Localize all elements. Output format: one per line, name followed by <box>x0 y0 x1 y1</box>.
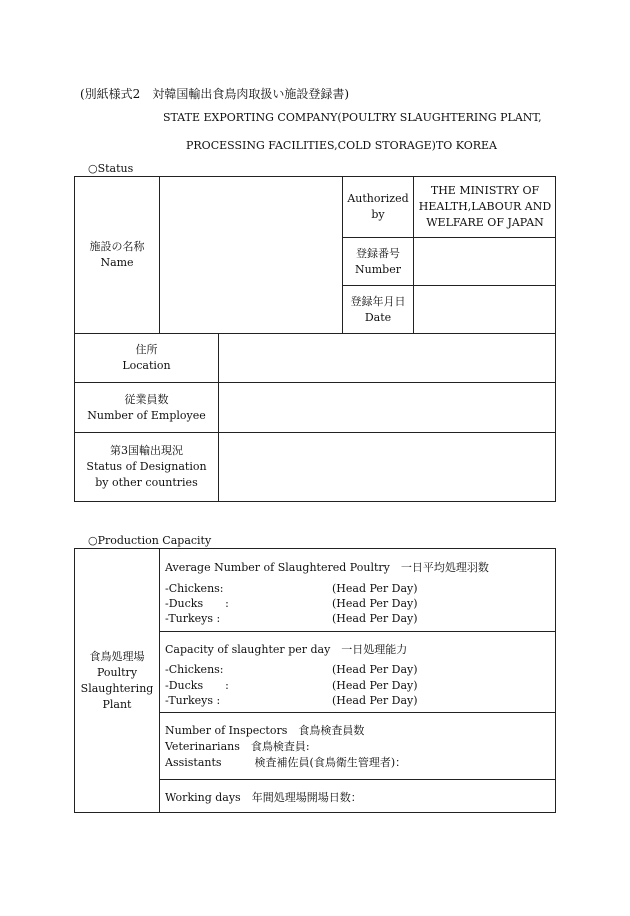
capacity-title: Capacity of slaughter per day 一日処理能力 <box>165 643 408 656</box>
avg-turkeys-label: -Turkeys : <box>165 612 221 625</box>
designation-status-value[interactable] <box>219 433 556 501</box>
inspectors-title: Number of Inspectors 食鳥検査員数 <box>165 724 365 737</box>
cap-turkeys-unit: (Head Per Day) <box>332 694 418 707</box>
registration-number-label: 登録番号 Number <box>355 246 401 276</box>
employee-count-value[interactable] <box>219 383 556 432</box>
assistants-label: Assistants 検査補佐員(食鳥衛生管理者)： <box>165 756 407 769</box>
authorized-by-label: Authorized by <box>347 192 409 221</box>
status-heading: ○Status <box>88 162 134 175</box>
cap-ducks-label: -Ducks : <box>165 679 229 692</box>
cap-chickens-unit: (Head Per Day) <box>332 663 418 676</box>
location-label: 住所 Location <box>122 343 171 372</box>
document-title-line1: STATE EXPORTING COMPANY(POULTRY SLAUGHTERING PLANT, <box>163 111 542 124</box>
veterinarians-label: Veterinarians 食鳥検査員: <box>165 740 310 753</box>
production-heading: ○Production Capacity <box>88 534 212 547</box>
registration-date-label: 登録年月日 Date <box>350 294 406 324</box>
facility-name-value[interactable] <box>160 177 342 333</box>
working-days-label: Working days 年間処理場開場日数： <box>165 791 362 804</box>
document-title-line2: PROCESSING FACILITIES,COLD STORAGE)TO KOREA <box>186 139 497 152</box>
cap-chickens-label: -Chickens: <box>165 663 224 676</box>
poultry-plant-label: 食鳥処理場 Poultry Slaughtering Plant <box>80 649 154 711</box>
avg-chickens-unit: (Head Per Day) <box>332 582 418 595</box>
cap-ducks-unit: (Head Per Day) <box>332 679 418 692</box>
registration-date-value[interactable] <box>414 286 556 333</box>
registration-number-value[interactable] <box>414 238 556 285</box>
average-slaughter-title: Average Number of Slaughtered Poultry 一日平均処理羽数 <box>165 561 489 574</box>
avg-chickens-label: -Chickens: <box>165 582 224 595</box>
avg-ducks-unit: (Head Per Day) <box>332 597 418 610</box>
authorizer-value: THE MINISTRY OF HEALTH,LABOUR AND WELFARE OF JAPAN <box>418 184 552 229</box>
form-id: (別紙様式2 対韓国輸出食鳥肉取扱い施設登録書) <box>80 87 349 101</box>
employee-count-label: 従業員数 Number of Employee <box>87 392 206 422</box>
location-value[interactable] <box>219 334 556 382</box>
facility-name-label: 施設の名称 Name <box>89 240 145 269</box>
avg-ducks-label: -Ducks : <box>165 597 229 610</box>
cap-turkeys-label: -Turkeys : <box>165 694 221 707</box>
avg-turkeys-unit: (Head Per Day) <box>332 612 418 625</box>
designation-status-label: 第3国輸出現況 Status of Designation by other countries <box>86 444 207 489</box>
